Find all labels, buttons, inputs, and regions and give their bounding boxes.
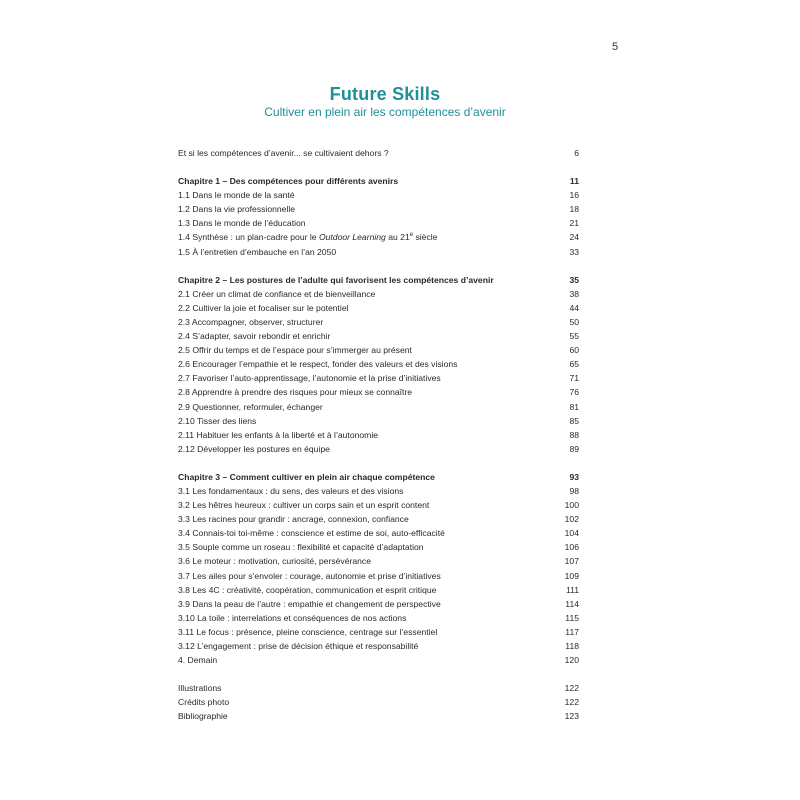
toc-entry xyxy=(178,329,579,343)
toc-entry xyxy=(178,512,579,526)
toc-entry-page: 102 xyxy=(564,514,579,525)
toc-entry xyxy=(178,428,579,442)
toc-entry xyxy=(178,230,579,244)
toc-entry-page: 118 xyxy=(565,641,579,651)
toc-entry-label: 3.5 Souple comme un roseau : flexibilité et capacité d’adaptation xyxy=(178,542,424,553)
toc-entry-label: Et si les compétences d’avenir... se cultivaient dehors ? xyxy=(178,148,389,158)
toc-entry-label: 3.9 Dans la peau de l’autre : empathie et changement de perspective xyxy=(178,598,441,609)
toc-entry xyxy=(178,357,579,371)
toc-entry-bibliography xyxy=(178,709,579,723)
toc-entry xyxy=(178,498,579,512)
toc-entry xyxy=(178,583,579,597)
toc-entry-label: 3.3 Les racines pour grandir : ancrage, connexion, confiance xyxy=(178,514,409,525)
toc-entry-page: 115 xyxy=(565,612,579,623)
chapter-page: 93 xyxy=(569,471,579,482)
toc-entry-page: 6 xyxy=(574,148,579,158)
toc-entry-page: 120 xyxy=(564,655,579,666)
toc-entry-label: 3.10 La toile : interrelations et conséquences de nos actions xyxy=(178,612,407,623)
toc-entry-label: 2.9 Questionner, reformuler, échanger xyxy=(178,401,323,412)
toc-entry xyxy=(178,484,579,498)
toc-entry-page: 111 xyxy=(565,584,579,595)
toc-entry-label: 3.11 Le focus : présence, pleine conscience, centrage sur l’essentiel xyxy=(178,626,438,637)
toc-entry-label: 1.3 Dans le monde de l’éducation xyxy=(178,218,306,229)
toc-entry-label: 1.2 Dans la vie professionnelle xyxy=(178,204,296,215)
toc-entry-label: 4. Demain xyxy=(178,655,218,666)
toc-entry-page: 122 xyxy=(564,683,579,694)
chapter-label: Chapitre 2 – Les postures de l’adulte qui favorisent les compétences d’avenir xyxy=(178,274,494,285)
toc-entry-page: 98 xyxy=(569,485,579,496)
toc-entry-label: 3.4 Connais-toi toi-même : conscience et estime de soi, auto-efficacité xyxy=(178,528,445,539)
toc-entry-page: 38 xyxy=(569,288,579,299)
toc-entry-label: 1.4 Synthèse : un plan-cadre pour le Outdoor Learning au 21e siècle xyxy=(178,232,438,243)
toc-entry-page: 106 xyxy=(564,542,579,553)
toc-entry-page: 50 xyxy=(569,316,579,327)
toc-entry-page: 44 xyxy=(569,302,579,313)
page-number: 5 xyxy=(612,41,619,53)
toc-entry xyxy=(178,315,579,329)
toc-entry-page: 76 xyxy=(569,387,579,398)
toc-entry xyxy=(178,216,579,230)
toc-entry xyxy=(178,526,579,540)
toc-entry-page: 117 xyxy=(565,626,579,637)
toc-entry xyxy=(178,653,579,667)
toc-entry xyxy=(178,540,579,554)
chapter-heading-1 xyxy=(178,174,579,188)
toc-entry xyxy=(178,414,579,428)
toc-entry-label: 3.7 Les ailes pour s’envoler : courage, autonomie et prise d’initiatives xyxy=(178,570,441,581)
chapter-heading-3 xyxy=(178,470,579,484)
toc-entry xyxy=(178,611,579,625)
toc-entry xyxy=(178,371,579,385)
toc-entry-label: 3.2 Les hêtres heureux : cultiver un corps sain et un esprit content xyxy=(178,500,430,511)
toc-entry-page: 18 xyxy=(569,204,579,215)
book-subtitle: Cultiver en plein air les compétences d’avenir xyxy=(264,105,506,119)
toc-entry-page: 16 xyxy=(569,190,579,201)
toc-entry-label: 2.1 Créer un climat de confiance et de bienveillance xyxy=(178,288,376,299)
chapter-heading-2 xyxy=(178,273,579,287)
toc-entry-page: 71 xyxy=(569,373,579,384)
toc-entry-label: 2.12 Développer les postures en équipe xyxy=(178,443,330,454)
toc-entry xyxy=(178,625,579,639)
toc-entry-page: 100 xyxy=(564,500,579,511)
toc-entry xyxy=(178,569,579,583)
toc-entry-page: 109 xyxy=(564,570,579,581)
toc-entry-page: 65 xyxy=(569,359,579,370)
toc-entry-label: 2.5 Offrir du temps et de l’espace pour s’immerger au présent xyxy=(178,345,412,356)
toc-entry-page: 89 xyxy=(569,443,579,454)
toc-entry xyxy=(178,287,579,301)
toc-entry-label: 2.6 Encourager l’empathie et le respect, fonder des valeurs et des visions xyxy=(178,359,458,370)
chapter-page: 35 xyxy=(569,274,579,285)
toc-entry xyxy=(178,188,579,202)
toc-entry xyxy=(178,202,579,216)
toc-entry-page: 88 xyxy=(569,429,579,440)
toc-entry xyxy=(178,301,579,315)
toc-entry-label: Crédits photo xyxy=(178,697,230,708)
toc-entry xyxy=(178,400,579,414)
toc-entry xyxy=(178,442,579,456)
toc-entry-page: 114 xyxy=(565,598,579,609)
toc-entry xyxy=(178,639,579,653)
toc-entry-label: Illustrations xyxy=(178,683,222,694)
toc-entry-page: 81 xyxy=(569,401,579,412)
table-of-contents xyxy=(178,146,579,723)
toc-entry-label: 1.1 Dans le monde de la santé xyxy=(178,190,295,201)
toc-entry xyxy=(178,385,579,399)
toc-entry-label: 1.5 À l’entretien d’embauche en l’an 2050 xyxy=(178,246,337,257)
toc-entry-label: 3.6 Le moteur : motivation, curiosité, persévérance xyxy=(178,556,371,567)
chapter-label: Chapitre 3 – Comment cultiver en plein air chaque compétence xyxy=(178,471,435,482)
toc-entry-label: 2.3 Accompagner, observer, structurer xyxy=(178,316,324,327)
toc-entry-label: 2.11 Habituer les enfants à la liberté et à l’autonomie xyxy=(178,429,379,440)
toc-entry-page: 123 xyxy=(564,711,579,722)
toc-entry-page: 33 xyxy=(569,246,579,257)
toc-entry-label: 2.10 Tisser des liens xyxy=(178,415,257,426)
toc-entry-page: 107 xyxy=(564,556,579,567)
toc-entry-page: 60 xyxy=(569,345,579,356)
toc-entry-page: 104 xyxy=(564,528,579,539)
toc-entry xyxy=(178,343,579,357)
toc-entry xyxy=(178,554,579,568)
chapter-label: Chapitre 1 – Des compétences pour différents avenirs xyxy=(178,176,399,187)
book-title: Future Skills xyxy=(329,84,441,104)
toc-entry-label: 3.12 L’engagement : prise de décision éthique et responsabilité xyxy=(178,641,419,651)
toc-entry-label: 2.8 Apprendre à prendre des risques pour mieux se connaître xyxy=(178,387,413,398)
toc-entry-page: 24 xyxy=(569,232,579,243)
chapter-page: 11 xyxy=(569,176,579,187)
toc-entry xyxy=(178,245,579,259)
toc-entry-intro xyxy=(178,146,579,160)
toc-entry-label: Bibliographie xyxy=(178,711,228,722)
toc-entry-label: 3.1 Les fondamentaux : du sens, des valeurs et des visions xyxy=(178,485,404,496)
toc-entry-label: 2.2 Cultiver la joie et focaliser sur le potentiel xyxy=(178,302,349,313)
toc-entry-photo-credits xyxy=(178,695,579,709)
toc-entry-page: 21 xyxy=(569,218,579,229)
toc-entry-illustrations xyxy=(178,681,579,695)
toc-entry-label: 2.4 S’adapter, savoir rebondir et enrichir xyxy=(178,331,331,342)
toc-entry-label: 3.8 Les 4C : créativité, coopération, communication et esprit critique xyxy=(178,584,437,595)
toc-entry xyxy=(178,597,579,611)
toc-entry-page: 55 xyxy=(569,331,579,342)
toc-entry-page: 122 xyxy=(564,697,579,708)
toc-entry-page: 85 xyxy=(569,415,579,426)
toc-entry-label: 2.7 Favoriser l’auto-apprentissage, l’autonomie et la prise d’initiatives xyxy=(178,373,441,384)
